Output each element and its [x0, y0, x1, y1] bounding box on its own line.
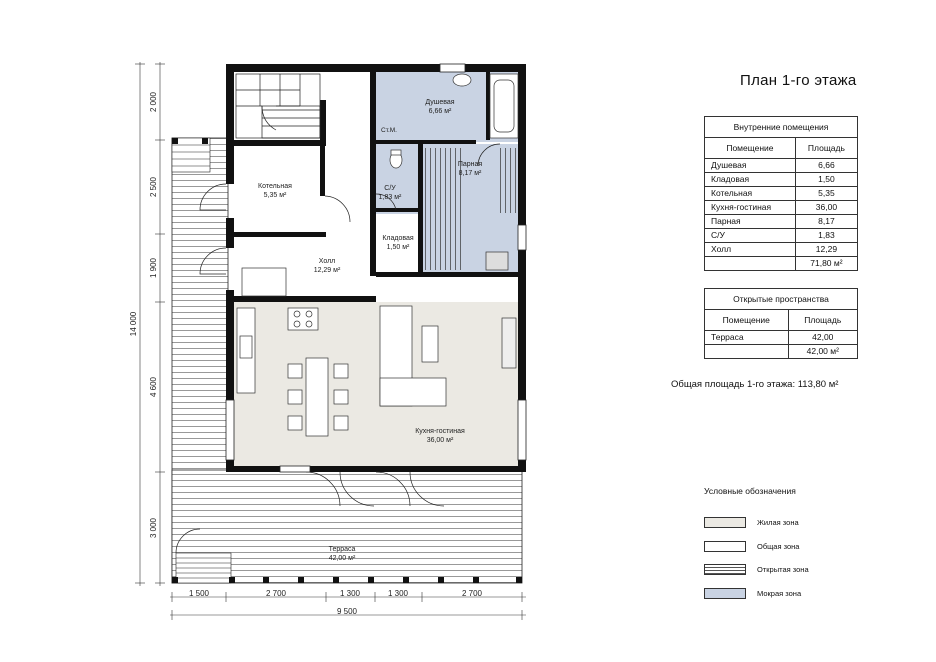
page-title: План 1-го этажа — [740, 72, 857, 89]
table-row — [705, 159, 858, 173]
dim-left-2: 2 500 — [149, 176, 158, 198]
legend-label-common: Общая зона — [757, 542, 800, 551]
area-cell: 42,00 — [788, 331, 857, 345]
legend-title: Условные обозначения — [704, 486, 796, 496]
room-cell: Котельная — [705, 187, 796, 201]
open-table-title: Открытые пространства — [705, 289, 858, 310]
legend-label-living: Жилая зона — [757, 518, 799, 527]
room-cell: Кухня-гостиная — [705, 201, 796, 215]
dim-bottom-3: 1 300 — [339, 589, 361, 598]
dim-left-4: 4 600 — [149, 376, 158, 398]
dim-bottom-total: 9 500 — [336, 607, 358, 616]
dim-bottom-2: 2 700 — [265, 589, 287, 598]
table-row — [705, 201, 858, 215]
steam-label: Парная — [457, 161, 483, 168]
boiler-label: Котельная — [258, 183, 292, 190]
dim-left-total: 14 000 — [129, 311, 138, 337]
area-cell: 5,35 — [795, 187, 857, 201]
room-cell: Душевая — [705, 159, 796, 173]
area-cell: 8,17 — [795, 215, 857, 229]
boiler-area-label: 5,35 м² — [263, 192, 287, 199]
room-cell: Парная — [705, 215, 796, 229]
area-cell: 12,29 — [795, 243, 857, 257]
open-col-area: Площадь — [788, 310, 857, 331]
pantry-label: Кладовая — [382, 235, 414, 242]
table-row — [705, 229, 858, 243]
room-cell: Холл — [705, 243, 796, 257]
shower-label: Душевая — [425, 99, 455, 106]
steam-area-label: 8,17 м² — [458, 170, 482, 177]
open-col-room: Помещение — [705, 310, 789, 331]
internal-rooms-table — [704, 116, 858, 271]
kitchen-living-area — [234, 302, 519, 468]
table-row — [705, 243, 858, 257]
internal-col-room: Помещение — [705, 138, 796, 159]
internal-total: 71,80 м² — [795, 257, 857, 271]
area-cell: 1,83 — [795, 229, 857, 243]
dim-left-3: 1 900 — [149, 257, 158, 279]
wc-label: С/У — [384, 185, 396, 192]
hall-area-label: 12,29 м² — [313, 267, 341, 274]
wc-area-label: 1,83 м² — [378, 194, 402, 201]
total-area: Общая площадь 1-го этажа: 113,80 м² — [671, 379, 839, 390]
open-total: 42,00 м² — [788, 345, 857, 359]
sauna-bench-2 — [497, 148, 517, 213]
dim-bottom-5: 2 700 — [461, 589, 483, 598]
legend-label-wet: Мокрая зона — [757, 589, 802, 598]
dim-left-5: 3 000 — [149, 517, 158, 539]
terrace-label: Терраса — [328, 546, 356, 553]
table-row — [705, 173, 858, 187]
table-row — [705, 187, 858, 201]
pantry-area-label: 1,50 м² — [386, 244, 410, 251]
legend-swatch-common — [704, 541, 746, 552]
shower-area-label: 6,66 м² — [428, 108, 452, 115]
dim-bottom-4: 1 300 — [387, 589, 409, 598]
table-row — [705, 331, 858, 345]
internal-col-area: Площадь — [795, 138, 857, 159]
room-cell: С/У — [705, 229, 796, 243]
internal-table-title: Внутренние помещения — [705, 117, 858, 138]
storage-label: Ст.М. — [381, 127, 397, 134]
legend-swatch-wet — [704, 588, 746, 599]
dim-left-1: 2 000 — [149, 91, 158, 113]
legend-swatch-open — [704, 564, 746, 575]
area-cell: 6,66 — [795, 159, 857, 173]
hall-label: Холл — [318, 258, 336, 265]
area-cell: 36,00 — [795, 201, 857, 215]
terrace-area-label: 42,00 м² — [328, 555, 356, 562]
room-cell: Кладовая — [705, 173, 796, 187]
open-spaces-table — [704, 288, 858, 359]
table-row — [705, 215, 858, 229]
area-cell: 1,50 — [795, 173, 857, 187]
legend-swatch-living — [704, 517, 746, 528]
kitchen-area-label: 36,00 м² — [426, 437, 454, 444]
room-cell: Терраса — [705, 331, 789, 345]
kitchen-label: Кухня-гостиная — [415, 428, 465, 435]
dim-bottom-1: 1 500 — [188, 589, 210, 598]
staircase — [236, 74, 320, 138]
legend-label-open: Открытая зона — [757, 565, 809, 574]
